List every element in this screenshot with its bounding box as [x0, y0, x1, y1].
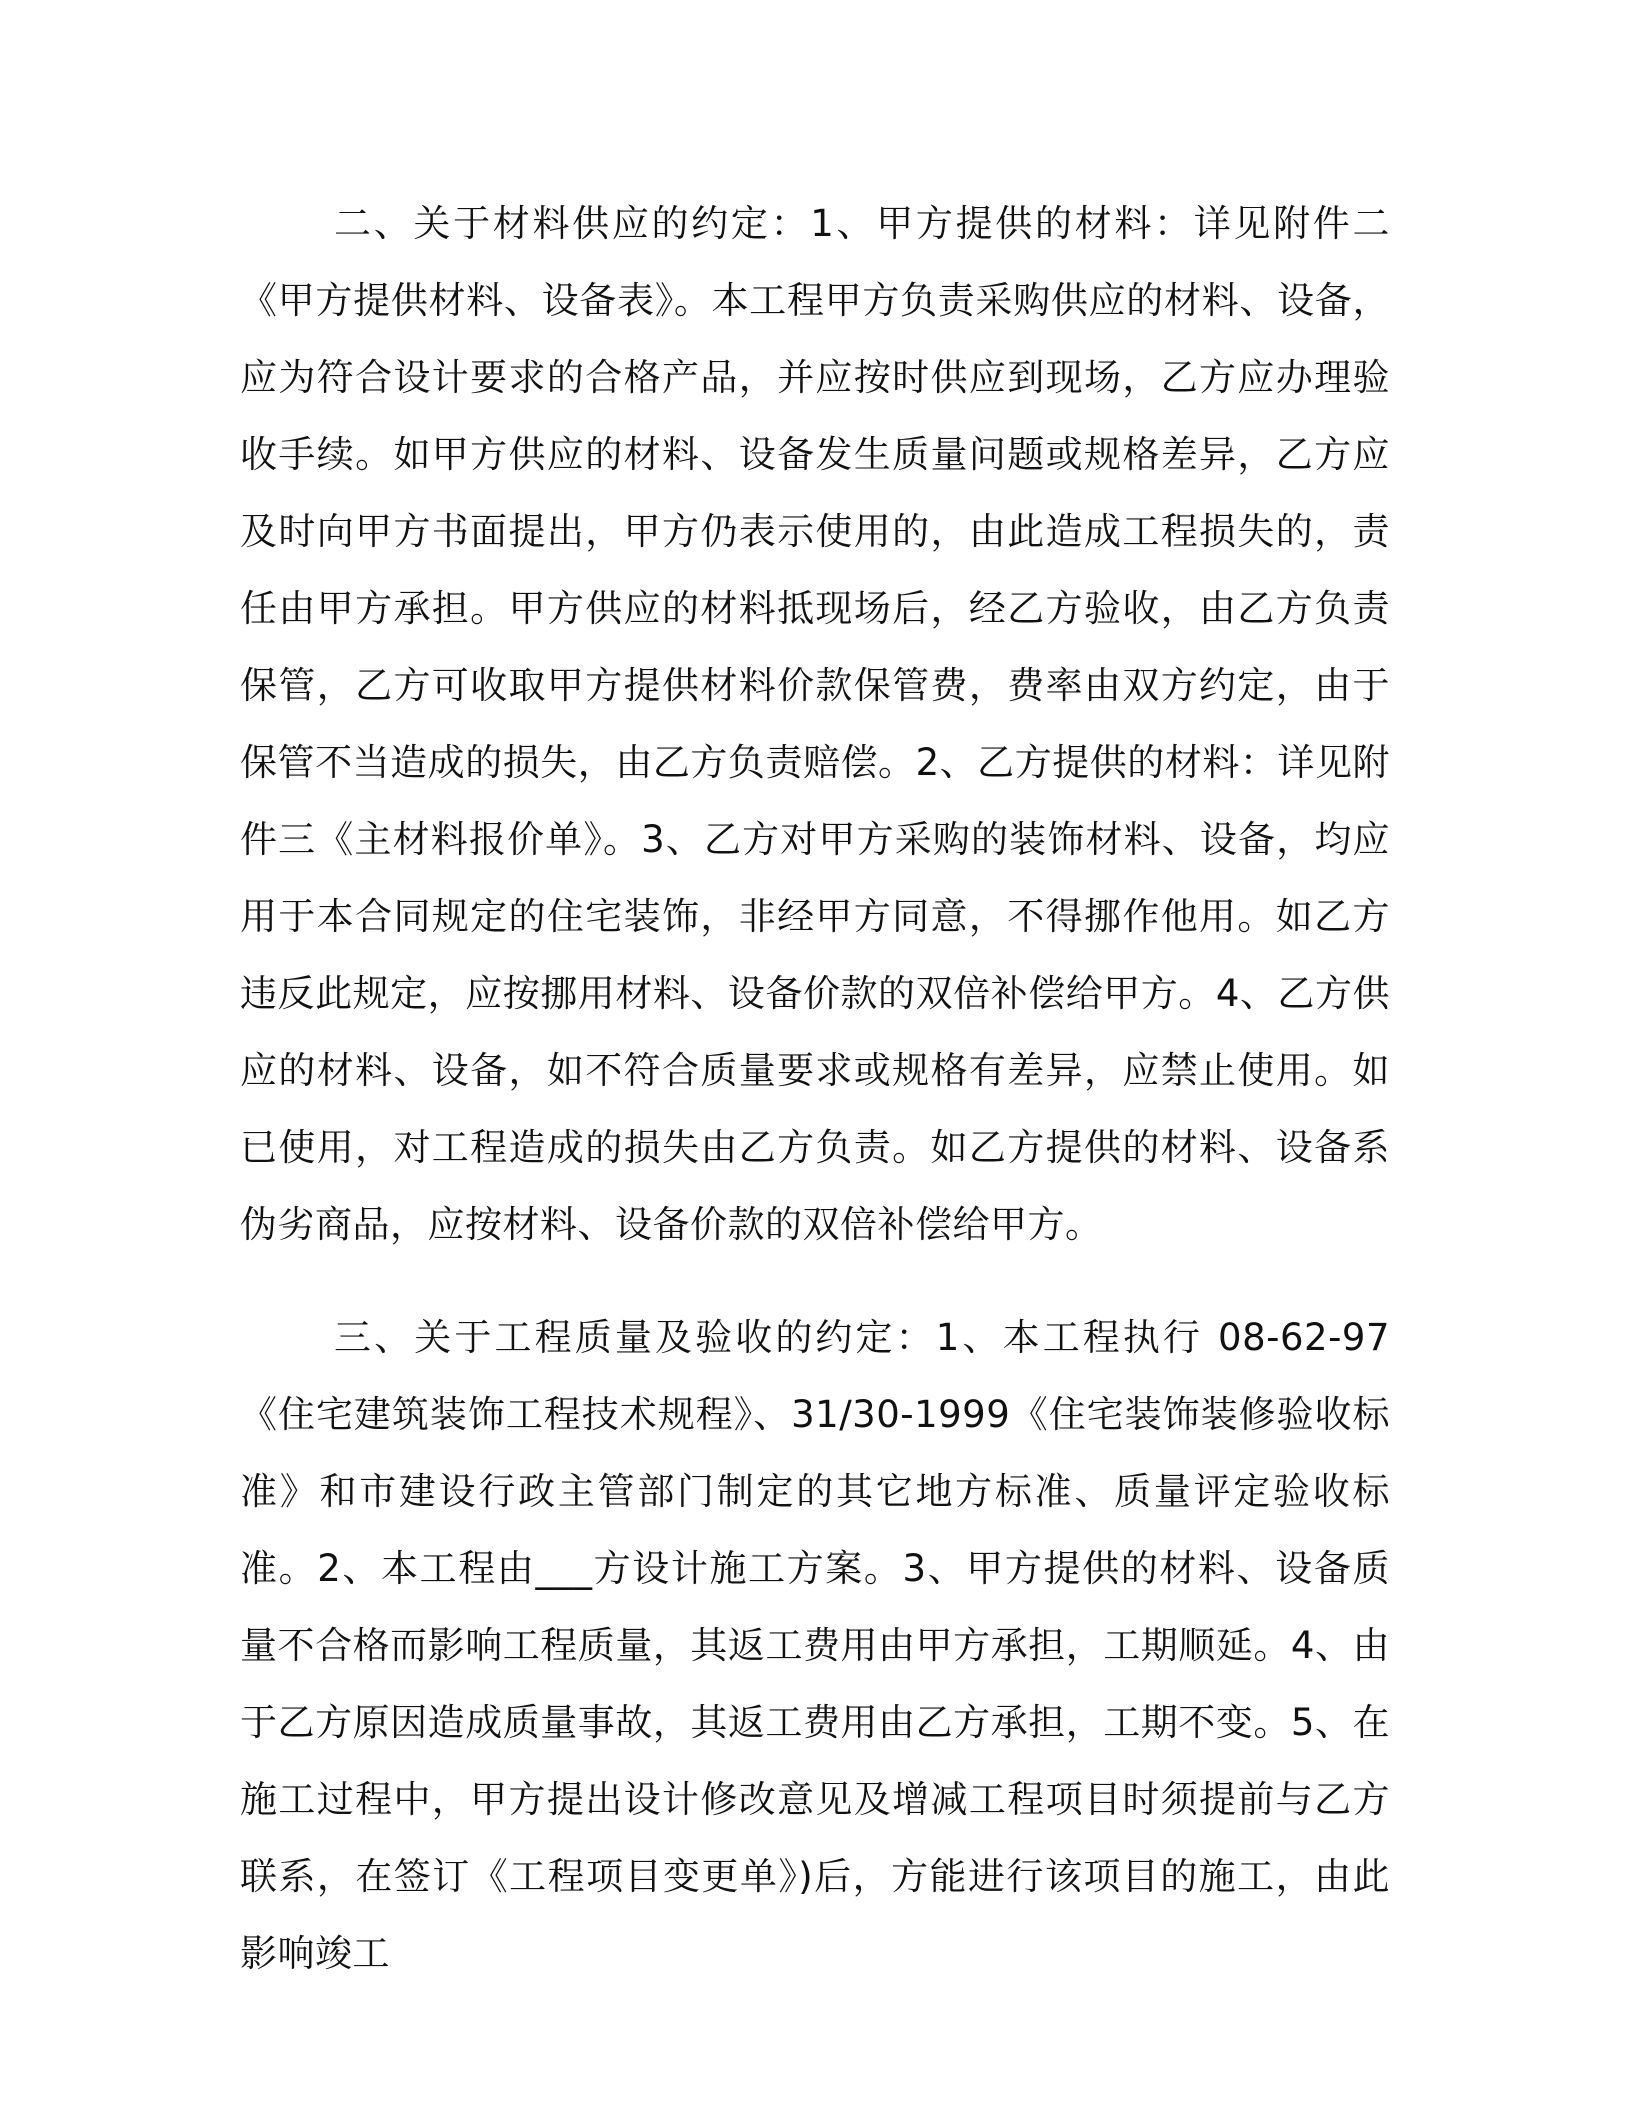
- paragraph-quality-acceptance: 三、关于工程质量及验收的约定：1、本工程执行 08-62-97《住宅建筑装饰工程技术规程》、31/30-1999《住宅装饰装修验收标准》和市建设行政主管部门制定的其它地方标准、质量评定验收标准。2、本工程由___方设计施工方案。3、甲方提供的材料、设备质量不合格而影响工程质量，其返工费用由甲方承担，工期顺延。4、由于乙方原因造成质量事故，其返工费用由乙方承担，工期不变。5、在施工过程中，甲方提出设计修改意见及增减工程项目时须提前与乙方联系，在签订《工程项目变更单》)后，方能进行该项目的施工，由此影响竣工: [240, 1316, 1390, 1975]
- paragraph-material-supply: 二、关于材料供应的约定：1、甲方提供的材料：详见附件二《甲方提供材料、设备表》。本工程甲方负责采购供应的材料、设备，应为符合设计要求的合格产品，并应按时供应到现场，乙方应办理验收手续。如甲方供应的材料、设备发生质量问题或规格差异，乙方应及时向甲方书面提出，甲方仍表示使用的，由此造成工程损失的，责任由甲方承担。甲方供应的材料抵现场后，经乙方验收，由乙方负责保管，乙方可收取甲方提供材料价款保管费，费率由双方约定，由于保管不当造成的损失，由乙方负责赔偿。2、乙方提供的材料：详见附件三《主材料报价单》。3、乙方对甲方采购的装饰材料、设备，均应用于本合同规定的住宅装饰，非经甲方同意，不得挪作他用。如乙方违反此规定，应按挪用材料、设备价款的双倍补偿给甲方。4、乙方供应的材料、设备，如不符合质量要求或规格有差异，应禁止使用。如已使用，对工程造成的损失由乙方负责。如乙方提供的材料、设备系伪劣商品，应按材料、设备价款的双倍补偿给甲方。: [240, 202, 1390, 1246]
- document-body: [240, 185, 1390, 1992]
